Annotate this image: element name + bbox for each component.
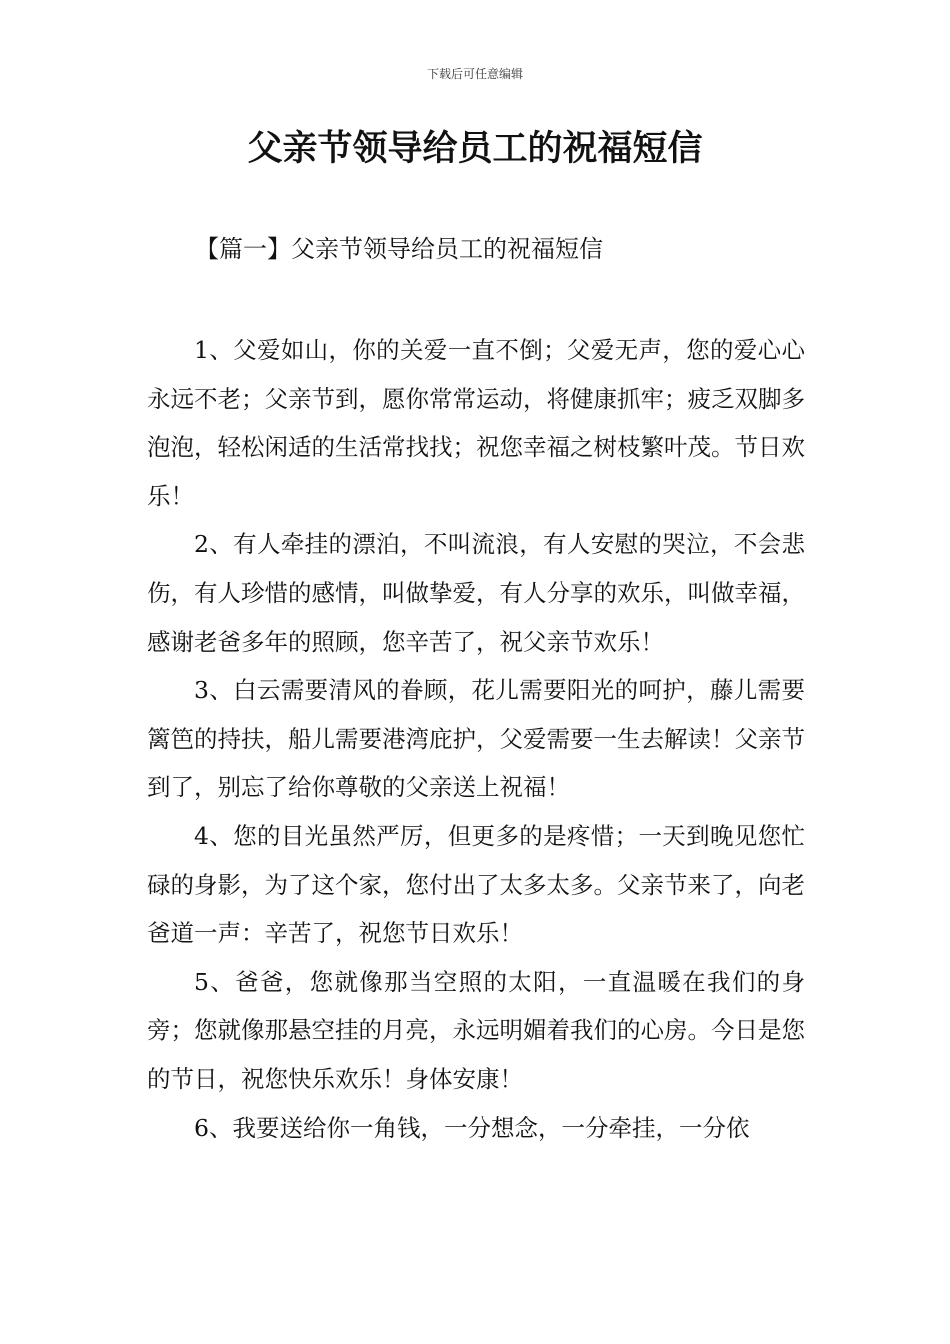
paragraph-2: 2、有人牵挂的漂泊，不叫流浪，有人安慰的哭泣，不会悲伤，有人珍惜的感情，叫做挚爱，有人分享的欢乐，叫做幸福，感谢老爸多年的照顾，您辛苦了，祝父亲节欢乐！ xyxy=(147,530,805,656)
header-note: 下载后可任意编辑 xyxy=(426,67,523,81)
paragraph-3: 3、白云需要清风的眷顾，花儿需要阳光的呵护，藤儿需要篱笆的持扶，船儿需要港湾庇护，父爱需要一生去解读！父亲节到了，别忘了给你尊敬的父亲送上祝福！ xyxy=(147,676,805,802)
paragraph-5: 5、爸爸，您就像那当空照的太阳，一直温暖在我们的身旁；您就像那悬空挂的月亮，永远明媚着我们的心房。今日是您的节日，祝您快乐欢乐！身体安康！ xyxy=(147,967,805,1093)
document-title: 父亲节领导给员工的祝福短信 xyxy=(247,128,703,169)
paragraph-4: 4、您的目光虽然严厉，但更多的是疼惜；一天到晚见您忙碌的身影，为了这个家，您付出了太多太多。父亲节来了，向老爸道一声：辛苦了，祝您节日欢乐！ xyxy=(147,821,805,948)
document-body xyxy=(147,326,805,1152)
paragraph-6: 6、我要送给你一角钱，一分想念，一分牵挂，一分依 xyxy=(194,1113,750,1142)
section-heading: 【篇一】父亲节领导给员工的祝福短信 xyxy=(195,235,603,263)
paragraph-1: 1、父爱如山，你的关爱一直不倒；父爱无声，您的爱心心永远不老；父亲节到，愿你常常运动，将健康抓牢；疲乏双脚多泡泡，轻松闲适的生活常找找；祝您幸福之树枝繁叶茂。节日欢乐！ xyxy=(147,336,805,510)
